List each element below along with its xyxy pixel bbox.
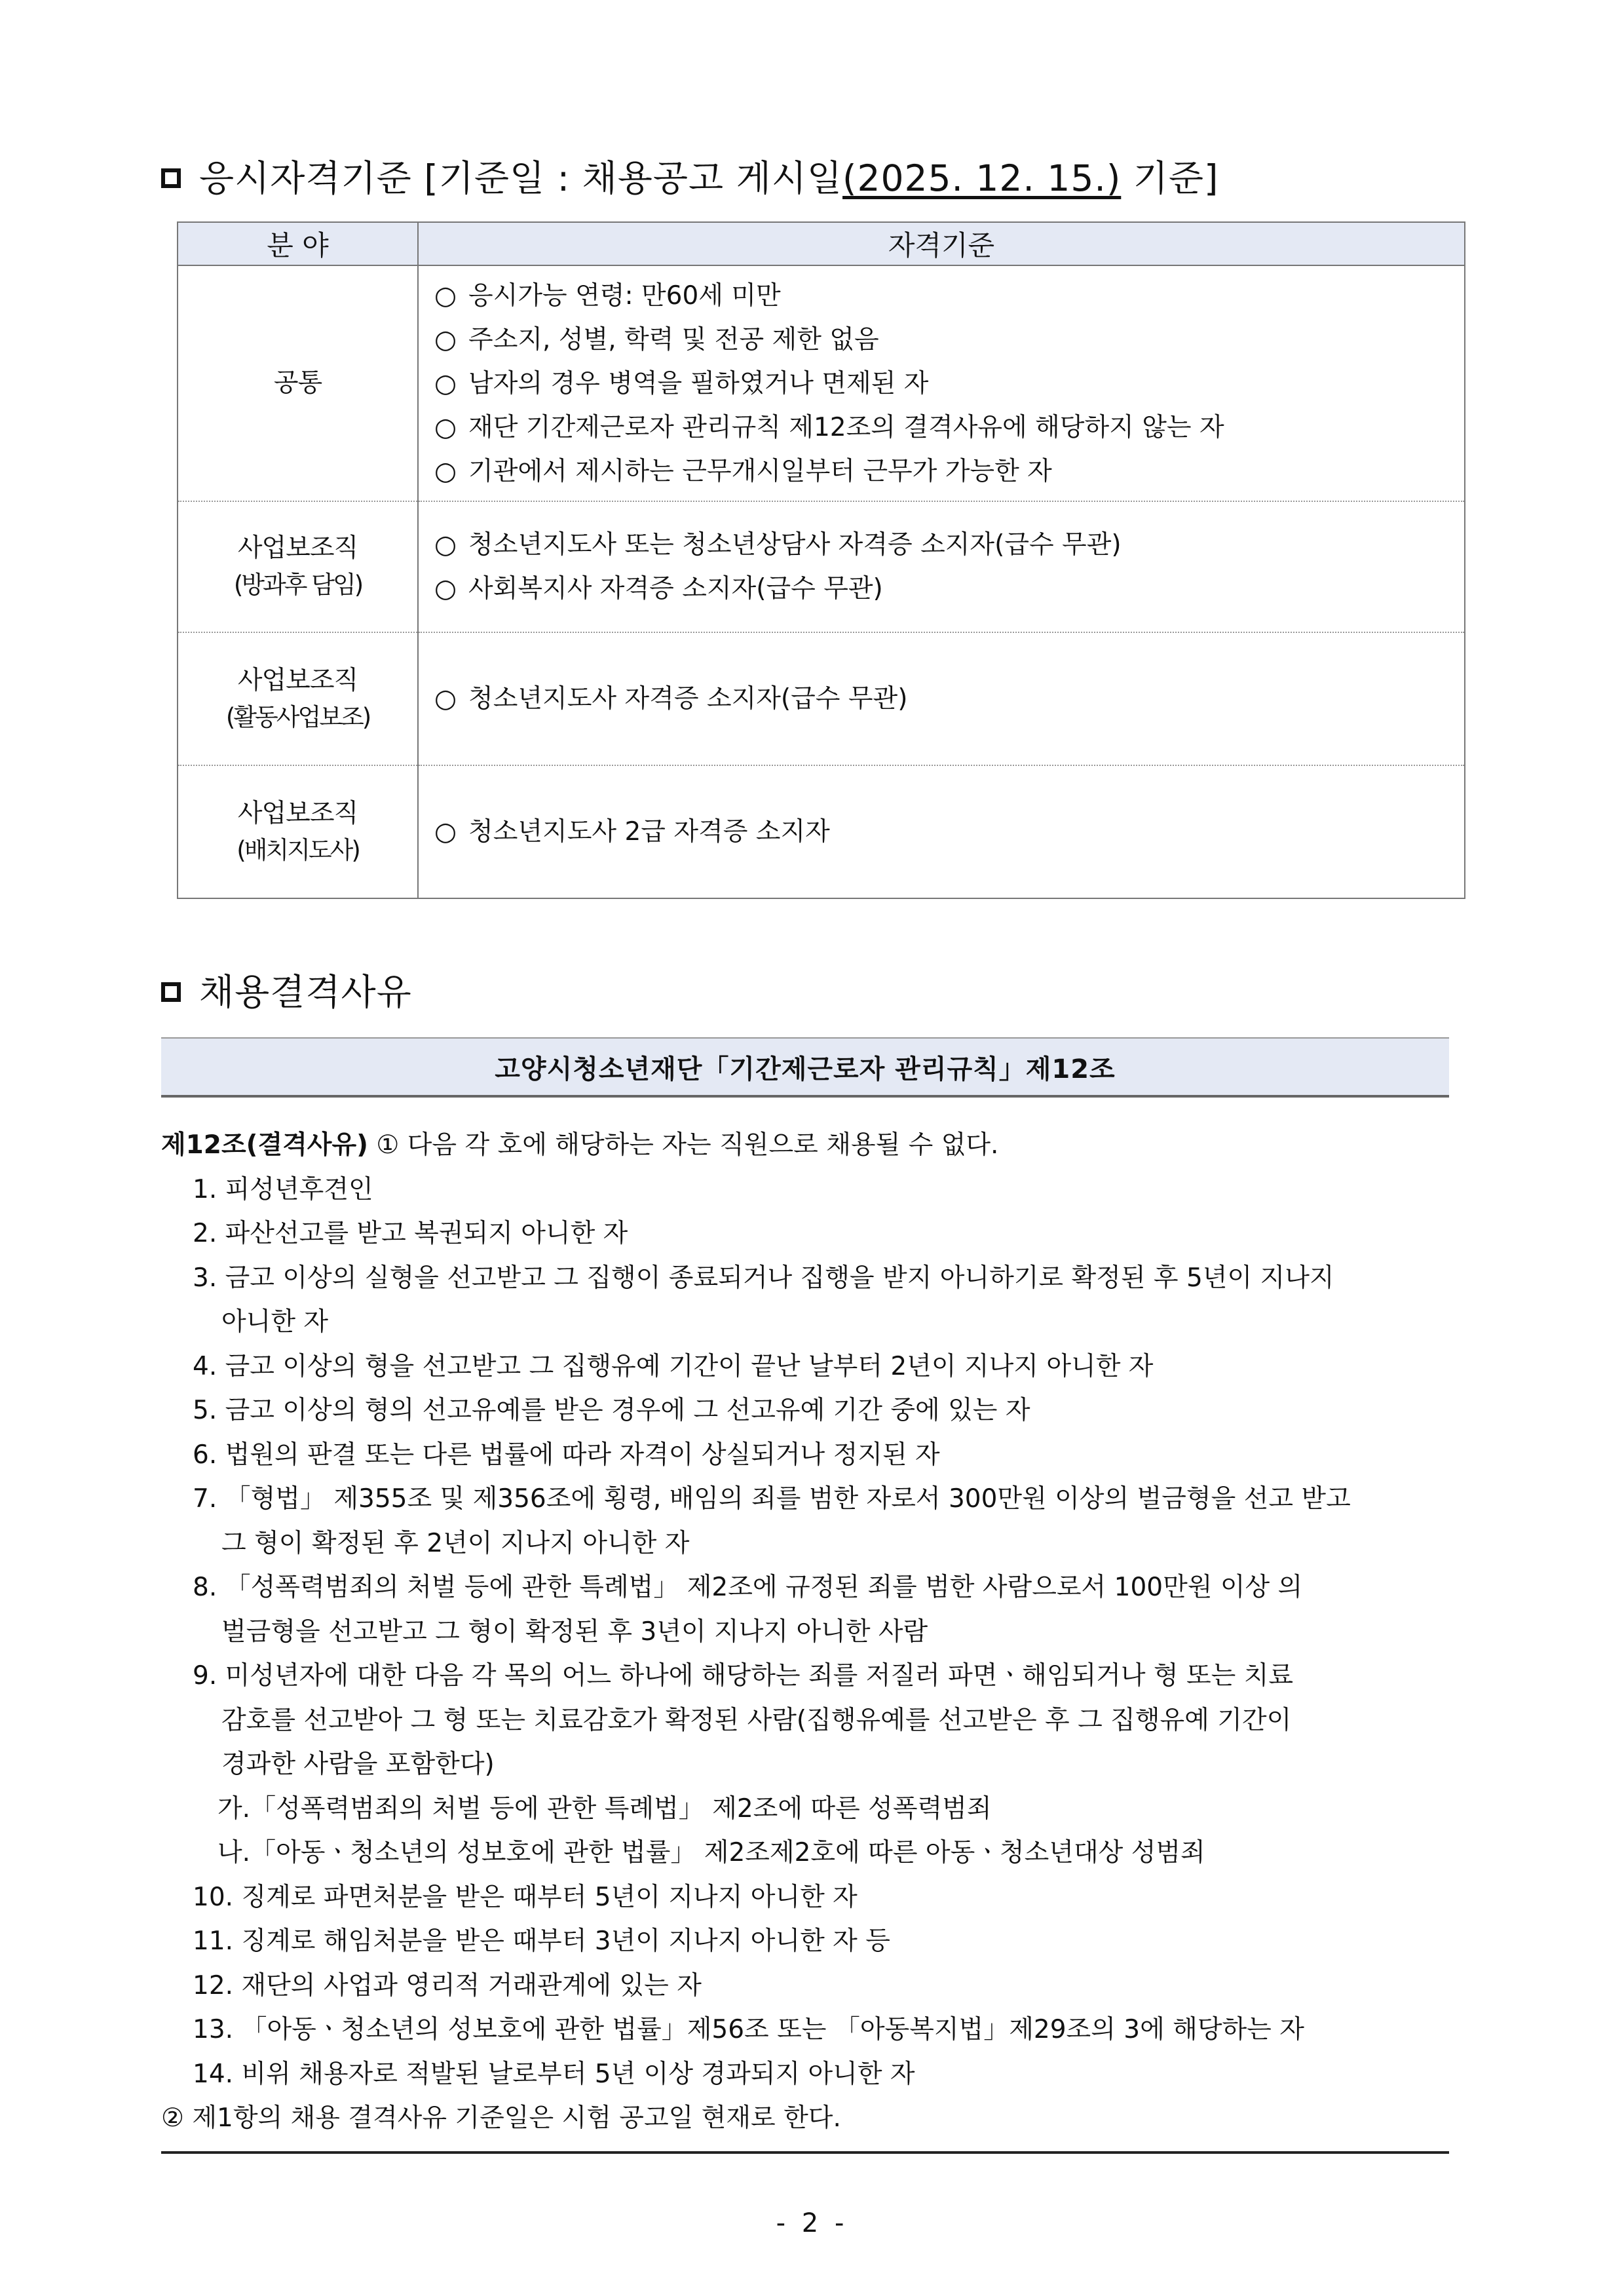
qualification-row (178, 632, 1465, 765)
rule-item-text: 징계로 해임처분을 받은 때부터 3년이 지나지 아니한 자 등 (241, 1926, 890, 1956)
rule-body (161, 1123, 1449, 2141)
rule-intro-text: ① 다음 각 호에 해당하는 자는 직원으로 채용될 수 없다. (368, 1130, 999, 1160)
circle-bullet-icon: ○ (434, 530, 457, 560)
criteria-cell (418, 632, 1465, 765)
rule-item (161, 1433, 1449, 1478)
rule-items (161, 1168, 1449, 1787)
qualification-title (161, 149, 1219, 201)
qualification-title-text: 응시자격기준 [기준일 : 채용공고 게시일 (199, 157, 843, 199)
circle-bullet-icon: ○ (434, 412, 457, 442)
rule-subitem-label: 나. (217, 1838, 251, 1867)
circle-bullet-icon: ○ (434, 684, 457, 714)
qualification-title-date: (2025. 12. 15.) (842, 157, 1122, 199)
field-cell (178, 265, 418, 501)
circle-bullet-icon: ○ (434, 280, 457, 311)
criteria-text: 주소지, 성별, 학력 및 전공 제한 없음 (468, 324, 879, 354)
rule-item-number: 2. (193, 1219, 217, 1248)
rule-item-number: 7. (193, 1484, 217, 1514)
rule-item (161, 1256, 1449, 1301)
criteria-text: 청소년지도사 또는 청소년상담사 자격증 소지자(급수 무관) (468, 530, 1122, 560)
criteria-item (434, 567, 1463, 611)
header-criteria: 자격기준 (418, 222, 1465, 265)
rule-item-number: 10. (193, 1882, 234, 1912)
criteria-item (434, 523, 1463, 567)
rule-item-text: 미성년자에 대한 다음 각 목의 어느 하나에 해당하는 죄를 저질러 파면ㆍ해임되거나 형 또는 치료 (225, 1661, 1294, 1691)
rule-item (161, 1388, 1449, 1433)
field-subname: (배치지도사) (236, 835, 359, 864)
rule-item-continuation (161, 1300, 1449, 1345)
rule-subitem-text: 「성폭력범죄의 처벌 등에 관한 특례법」 제2조에 따른 성폭력범죄 (250, 1793, 992, 1824)
criteria-item (434, 406, 1463, 450)
checkbox-bullet-icon (161, 168, 181, 188)
qualification-row (178, 765, 1465, 898)
criteria-item (434, 677, 1463, 721)
rule-item-text: 「성폭력범죄의 처벌 등에 관한 특례법」 제2조에 규정된 죄를 범한 사람으로서 100만원 이상 의 (225, 1573, 1303, 1602)
rule-item-text: 재단의 사업과 영리적 거래관계에 있는 자 (241, 1970, 702, 2000)
circle-bullet-icon: ○ (434, 324, 457, 354)
rule-item-text: 법원의 판결 또는 다른 법률에 따라 자격이 상실되거나 정지된 자 (225, 1440, 940, 1470)
rule-item-text: 금고 이상의 형을 선고받고 그 집행유예 기간이 끝난 날부터 2년이 지나지 아니한 자 (225, 1351, 1154, 1381)
criteria-item (434, 318, 1463, 362)
qualification-table (177, 221, 1465, 899)
rule-item-number: 12. (193, 1970, 234, 2000)
rule-header-text: 고양시청소년재단「기간제근로자 관리규칙」제12조 (495, 1054, 1116, 1084)
qualification-title-suffix: 기준] (1121, 157, 1219, 199)
rule-item-number: 4. (193, 1351, 217, 1381)
rule-subitem-text: 「아동ㆍ청소년의 성보호에 관한 법률」 제2조제2호에 따른 아동ㆍ청소년대상 성범죄 (250, 1838, 1205, 1867)
rule-header (161, 1037, 1449, 1098)
rule-item-text: 피성년후견인 (225, 1174, 373, 1204)
circle-bullet-icon: ○ (434, 368, 457, 398)
rule-item (161, 1875, 1449, 1920)
rule-item-number: 9. (193, 1661, 217, 1691)
rule-subitem (161, 1787, 1449, 1831)
rule-item-number: 1. (193, 1174, 217, 1204)
criteria-cell (418, 265, 1465, 501)
rule-item (161, 1477, 1449, 1521)
header-field: 분 야 (178, 222, 418, 265)
rule-item-continuation (161, 1742, 1449, 1787)
rule-item (161, 2052, 1449, 2097)
qualification-row (178, 501, 1465, 632)
rule-item-text: 비위 채용자로 적발된 날로부터 5년 이상 경과되지 아니한 자 (241, 2059, 915, 2089)
rule-item-text: 경과한 사람을 포함한다) (221, 1750, 495, 1779)
rule-item-number: 14. (193, 2059, 234, 2089)
rule-item-text: 벌금형을 선고받고 그 형이 확정된 후 3년이 지나지 아니한 사람 (221, 1617, 928, 1647)
rule-item-continuation (161, 1698, 1449, 1743)
rule-item (161, 1168, 1449, 1212)
rule-item-text: 아니한 자 (221, 1307, 329, 1337)
rule-item (161, 2008, 1449, 2052)
rule-item-text: 감호를 선고받아 그 형 또는 치료감호가 확정된 사람(집행유예를 선고받은 후 그 집행유예 기간이 (221, 1705, 1292, 1735)
criteria-text: 남자의 경우 병역을 필하였거나 면제된 자 (468, 368, 929, 398)
page-number: - 2 - (776, 2208, 848, 2238)
rule-item (161, 1919, 1449, 1964)
criteria-item (434, 810, 1463, 854)
criteria-text: 재단 기간제근로자 관리규칙 제12조의 결격사유에 해당하지 않는 자 (468, 412, 1224, 442)
rule-closing: ② 제1항의 채용 결격사유 기준일은 시험 공고일 현재로 한다. (161, 2103, 841, 2133)
criteria-cell (418, 765, 1465, 898)
field-subname: (활동사업보조) (225, 702, 370, 731)
rule-intro (161, 1123, 1449, 1168)
field-name: 사업보조직 (237, 533, 358, 563)
circle-bullet-icon: ○ (434, 817, 457, 847)
field-cell (178, 765, 418, 898)
qualification-row (178, 265, 1465, 501)
rule-item-number: 5. (193, 1396, 217, 1425)
rule-subitem (161, 1831, 1449, 1875)
criteria-item (434, 274, 1463, 318)
rule-item (161, 1345, 1449, 1389)
field-name: 공통 (273, 368, 322, 398)
criteria-text: 청소년지도사 자격증 소지자(급수 무관) (468, 684, 908, 714)
rule-item-text: 금고 이상의 형의 선고유예를 받은 경우에 그 선고유예 기간 중에 있는 자 (225, 1396, 1030, 1425)
rule-item-continuation (161, 1521, 1449, 1566)
rule-item-text: 금고 이상의 실형을 선고받고 그 집행이 종료되거나 집행을 받지 아니하기로 확정된 후 5년이 지나지 (225, 1263, 1334, 1293)
disqualification-title-text: 채용결격사유 (199, 971, 412, 1013)
rule-item-number: 8. (193, 1573, 217, 1602)
rule-item-number: 13. (193, 2015, 234, 2044)
criteria-text: 응시가능 연령: 만60세 미만 (468, 280, 781, 311)
rule-item-continuation (161, 1610, 1449, 1655)
rule-item-number: 3. (193, 1263, 217, 1293)
rule-item-text: 「형법」 제355조 및 제356조에 횡령, 배임의 죄를 범한 자로서 300만원 이상의 벌금형을 선고 받고 (225, 1484, 1351, 1514)
circle-bullet-icon: ○ (434, 456, 457, 486)
rule-item (161, 1964, 1449, 2008)
field-name: 사업보조직 (237, 665, 358, 695)
rule-item (161, 1654, 1449, 1698)
field-name: 사업보조직 (237, 798, 358, 828)
criteria-text: 기관에서 제시하는 근무개시일부터 근무가 가능한 자 (468, 456, 1052, 486)
rule-item (161, 1565, 1449, 1610)
rule-subitems (161, 1787, 1449, 1875)
rule-subitem-label: 가. (217, 1793, 251, 1824)
disqualification-title (161, 963, 412, 1015)
field-subname: (방과후 담임) (233, 571, 362, 599)
rule-item-text: 징계로 파면처분을 받은 때부터 5년이 지나지 아니한 자 (241, 1882, 858, 1912)
criteria-text: 사회복지사 자격증 소지자(급수 무관) (468, 574, 883, 603)
criteria-item (434, 362, 1463, 406)
circle-bullet-icon: ○ (434, 574, 457, 603)
field-cell (178, 632, 418, 765)
rule-item-text: 파산선고를 받고 복권되지 아니한 자 (225, 1219, 628, 1248)
field-cell (178, 501, 418, 632)
criteria-item (434, 450, 1463, 493)
bottom-divider (161, 2151, 1449, 2154)
rule-item-text: 「아동ㆍ청소년의 성보호에 관한 법률」제56조 또는 「아동복지법」제29조의 3에 해당하는 자 (241, 2015, 1304, 2044)
rule-item (161, 1212, 1449, 1256)
rule-items-after (161, 1875, 1449, 2097)
rule-item-number: 6. (193, 1440, 217, 1470)
criteria-cell (418, 501, 1465, 632)
rule-intro-title: 제12조(결격사유) (161, 1130, 368, 1160)
checkbox-bullet-icon (161, 982, 181, 1002)
criteria-text: 청소년지도사 2급 자격증 소지자 (468, 817, 830, 847)
rule-item-number: 11. (193, 1926, 234, 1956)
rule-item-text: 그 형이 확정된 후 2년이 지나지 아니한 자 (221, 1528, 690, 1558)
